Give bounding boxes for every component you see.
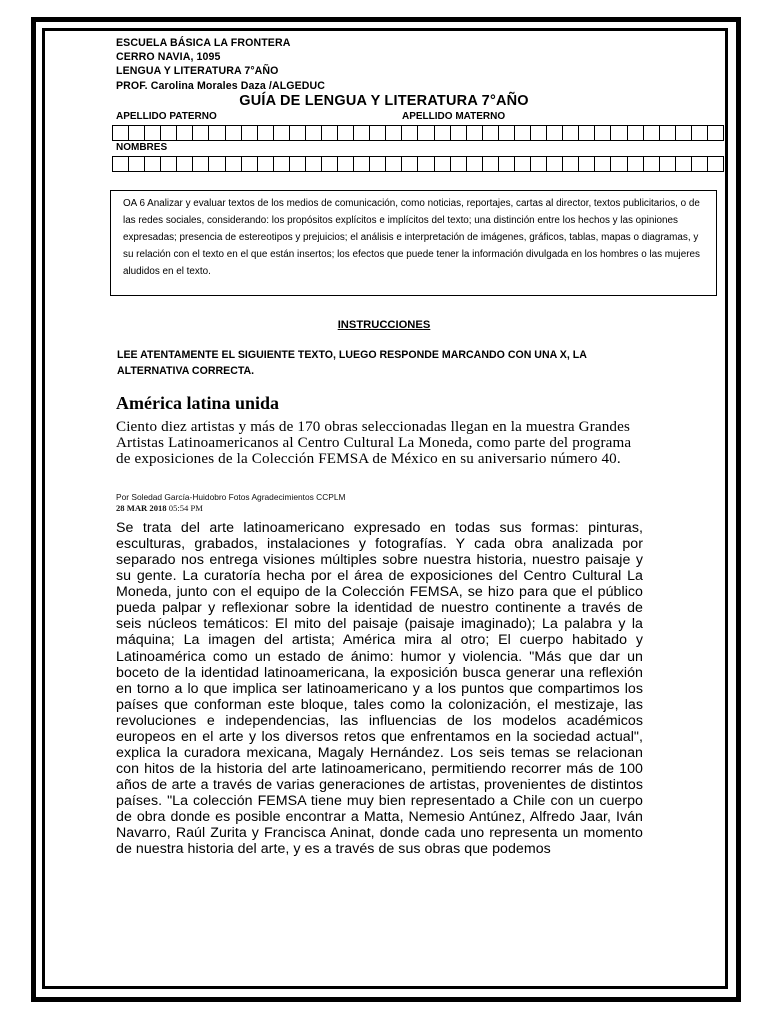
letter-box[interactable]	[161, 126, 177, 140]
letter-box[interactable]	[258, 157, 274, 171]
letter-box[interactable]	[595, 126, 611, 140]
letter-box[interactable]	[354, 126, 370, 140]
letter-box[interactable]	[435, 126, 451, 140]
letter-box[interactable]	[499, 157, 515, 171]
letter-box[interactable]	[692, 126, 708, 140]
letter-box[interactable]	[644, 157, 660, 171]
letter-box[interactable]	[402, 126, 418, 140]
letter-box[interactable]	[129, 157, 145, 171]
letter-box[interactable]	[354, 157, 370, 171]
letter-box[interactable]	[226, 157, 242, 171]
letter-box[interactable]	[563, 157, 579, 171]
letter-box[interactable]	[595, 157, 611, 171]
school-address: CERRO NAVIA, 1095	[116, 51, 221, 64]
learning-objective-box	[110, 190, 717, 296]
letter-box[interactable]	[451, 157, 467, 171]
letter-box[interactable]	[290, 126, 306, 140]
subject-level: LENGUA Y LITERATURA 7°AÑO	[116, 65, 279, 78]
letter-box[interactable]	[708, 126, 723, 140]
letter-box[interactable]	[113, 126, 129, 140]
letter-box[interactable]	[177, 126, 193, 140]
letter-box[interactable]	[322, 126, 338, 140]
letter-box[interactable]	[274, 157, 290, 171]
letter-box[interactable]	[418, 126, 434, 140]
letter-box[interactable]	[177, 157, 193, 171]
letter-box[interactable]	[547, 126, 563, 140]
letter-box[interactable]	[242, 126, 258, 140]
letter-box[interactable]	[370, 126, 386, 140]
letter-box[interactable]	[435, 157, 451, 171]
letter-box[interactable]	[113, 157, 129, 171]
letter-box[interactable]	[145, 126, 161, 140]
letter-box[interactable]	[628, 126, 644, 140]
letter-box[interactable]	[322, 157, 338, 171]
letter-box[interactable]	[370, 157, 386, 171]
letter-box[interactable]	[499, 126, 515, 140]
surnames-letter-grid[interactable]	[112, 125, 724, 141]
article-time: 05:54 PM	[168, 503, 203, 513]
letter-box[interactable]	[483, 157, 499, 171]
letter-box[interactable]	[628, 157, 644, 171]
letter-box[interactable]	[290, 157, 306, 171]
letter-box[interactable]	[306, 126, 322, 140]
letter-box[interactable]	[258, 126, 274, 140]
letter-box[interactable]	[531, 126, 547, 140]
letter-box[interactable]	[386, 157, 402, 171]
nombres-label: NOMBRES	[116, 142, 168, 153]
letter-box[interactable]	[676, 157, 692, 171]
letter-box[interactable]	[644, 126, 660, 140]
letter-box[interactable]	[547, 157, 563, 171]
school-name: ESCUELA BÁSICA LA FRONTERA	[116, 37, 291, 49]
letter-box[interactable]	[338, 126, 354, 140]
school-header	[116, 36, 325, 93]
letter-box[interactable]	[145, 157, 161, 171]
names-letter-grid[interactable]	[112, 156, 724, 172]
letter-box[interactable]	[531, 157, 547, 171]
learning-objective-text: OA 6 Analizar y evaluar textos de los medios de comunicación, como noticias, reportajes, cartas al director, textos publicitarios, o de las redes sociales, considerando: los propósitos explícitos e implícitos del texto; una distinción entre los hechos y las opiniones expresadas; presencia de estereotipos y prejuicios; el análisis e interpretación de imágenes, gráficos, tablas, mapas o diagramas, y su relación con el texto en el que están insertos; los efectos que puede tener la información divulgada en los hombres o las mujeres aludidos en el texto.	[123, 198, 700, 278]
letter-box[interactable]	[129, 126, 145, 140]
article-byline: Por Soledad García-Huidobro Fotos Agradecimientos CCPLM	[116, 492, 346, 502]
article-date	[116, 503, 203, 513]
letter-box[interactable]	[660, 157, 676, 171]
teacher-name: PROF. Carolina Morales Daza /ALGEDUC	[116, 79, 326, 92]
letter-box[interactable]	[515, 126, 531, 140]
letter-box[interactable]	[209, 126, 225, 140]
letter-box[interactable]	[418, 157, 434, 171]
letter-box[interactable]	[467, 126, 483, 140]
article-title: América latina unida	[116, 393, 280, 413]
letter-box[interactable]	[611, 157, 627, 171]
letter-box[interactable]	[386, 126, 402, 140]
letter-box[interactable]	[660, 126, 676, 140]
instructions-text: LEE ATENTAMENTE EL SIGUIENTE TEXTO, LUEGO RESPONDE MARCANDO CON UNA X, LA ALTERNATIVA CORRECTA.	[117, 349, 587, 377]
letter-box[interactable]	[467, 157, 483, 171]
letter-box[interactable]	[563, 126, 579, 140]
instructions-heading: INSTRUCCIONES	[337, 319, 431, 331]
apellido-materno-label: APELLIDO MATERNO	[402, 111, 506, 122]
letter-box[interactable]	[306, 157, 322, 171]
letter-box[interactable]	[242, 157, 258, 171]
guide-title: GUÍA DE LENGUA Y LITERATURA 7°AÑO	[239, 93, 529, 109]
letter-box[interactable]	[676, 126, 692, 140]
letter-box[interactable]	[193, 157, 209, 171]
apellido-paterno-label: APELLIDO PATERNO	[116, 111, 217, 122]
letter-box[interactable]	[226, 126, 242, 140]
letter-box[interactable]	[579, 126, 595, 140]
letter-box[interactable]	[708, 157, 723, 171]
letter-box[interactable]	[193, 126, 209, 140]
letter-box[interactable]	[274, 126, 290, 140]
letter-box[interactable]	[483, 126, 499, 140]
letter-box[interactable]	[579, 157, 595, 171]
letter-box[interactable]	[515, 157, 531, 171]
letter-box[interactable]	[402, 157, 418, 171]
letter-box[interactable]	[692, 157, 708, 171]
letter-box[interactable]	[161, 157, 177, 171]
letter-box[interactable]	[451, 126, 467, 140]
letter-box[interactable]	[611, 126, 627, 140]
letter-box[interactable]	[209, 157, 225, 171]
letter-box[interactable]	[338, 157, 354, 171]
article-body: Se trata del arte latinoamericano expresado en todas sus formas: pinturas, esculturas, grabados, instalaciones y fotografías. Y cada obra analizada por separado nos entrega visiones múltiples sobre nuestra historia, nuestro paisaje y su gente. La curatoría hecha por el área de exposiciones del Centro Cultural La Moneda, junto con el equipo de la Colección FEMSA, se hizo para que el público pueda palpar y reflexionar sobre la identidad de nuestro continente a través de seis núcleos temáticos: El mito del paisaje (paisaje imaginado); La palabra y la máquina; La imagen del artista; América mira al otro; El cuerpo habitado y Latinoamérica como un estado de ánimo: humor y violencia. "Más que dar un boceto de la identidad latinoamericana, la exposición busca generar una reflexión en torno a lo que implica ser latinoamericano y a los puntos que compartimos los países que conforman este bloque, tales como la colonización, el mestizaje, las revoluciones e independencias, las influencias de los modelos académicos europeos en el arte y los diversos retos que enfrentamos en la sociedad actual", explica la curadora mexicana, Magaly Hernández. Los seis temas se relacionan con hitos de la historia del arte latinoamericano, permitiendo recorrer más de 100 años de arte a través de varias generaciones de artistas, provenientes de distintos países. "La colección FEMSA tiene muy bien representado a Chile con un cuerpo de obra donde es posible encontrar a Matta, Nemesio Antúnez, Alfredo Jaar, Iván Navarro, Raúl Zurita y Francisca Aninat, donde cada uno representa un momento de nuestra historia del arte, y es a través de sus obras que podemos	[116, 520, 643, 858]
article-date-value: 28 MAR 2018	[116, 503, 167, 513]
article-subtitle: Ciento diez artistas y más de 170 obras seleccionadas llegan en la muestra Grandes Artistas Latinoamericanos al Centro Cultural La Moneda, como parte del programa de exposiciones de la Colección FEMSA de México en su aniversario número 40.	[116, 419, 632, 468]
